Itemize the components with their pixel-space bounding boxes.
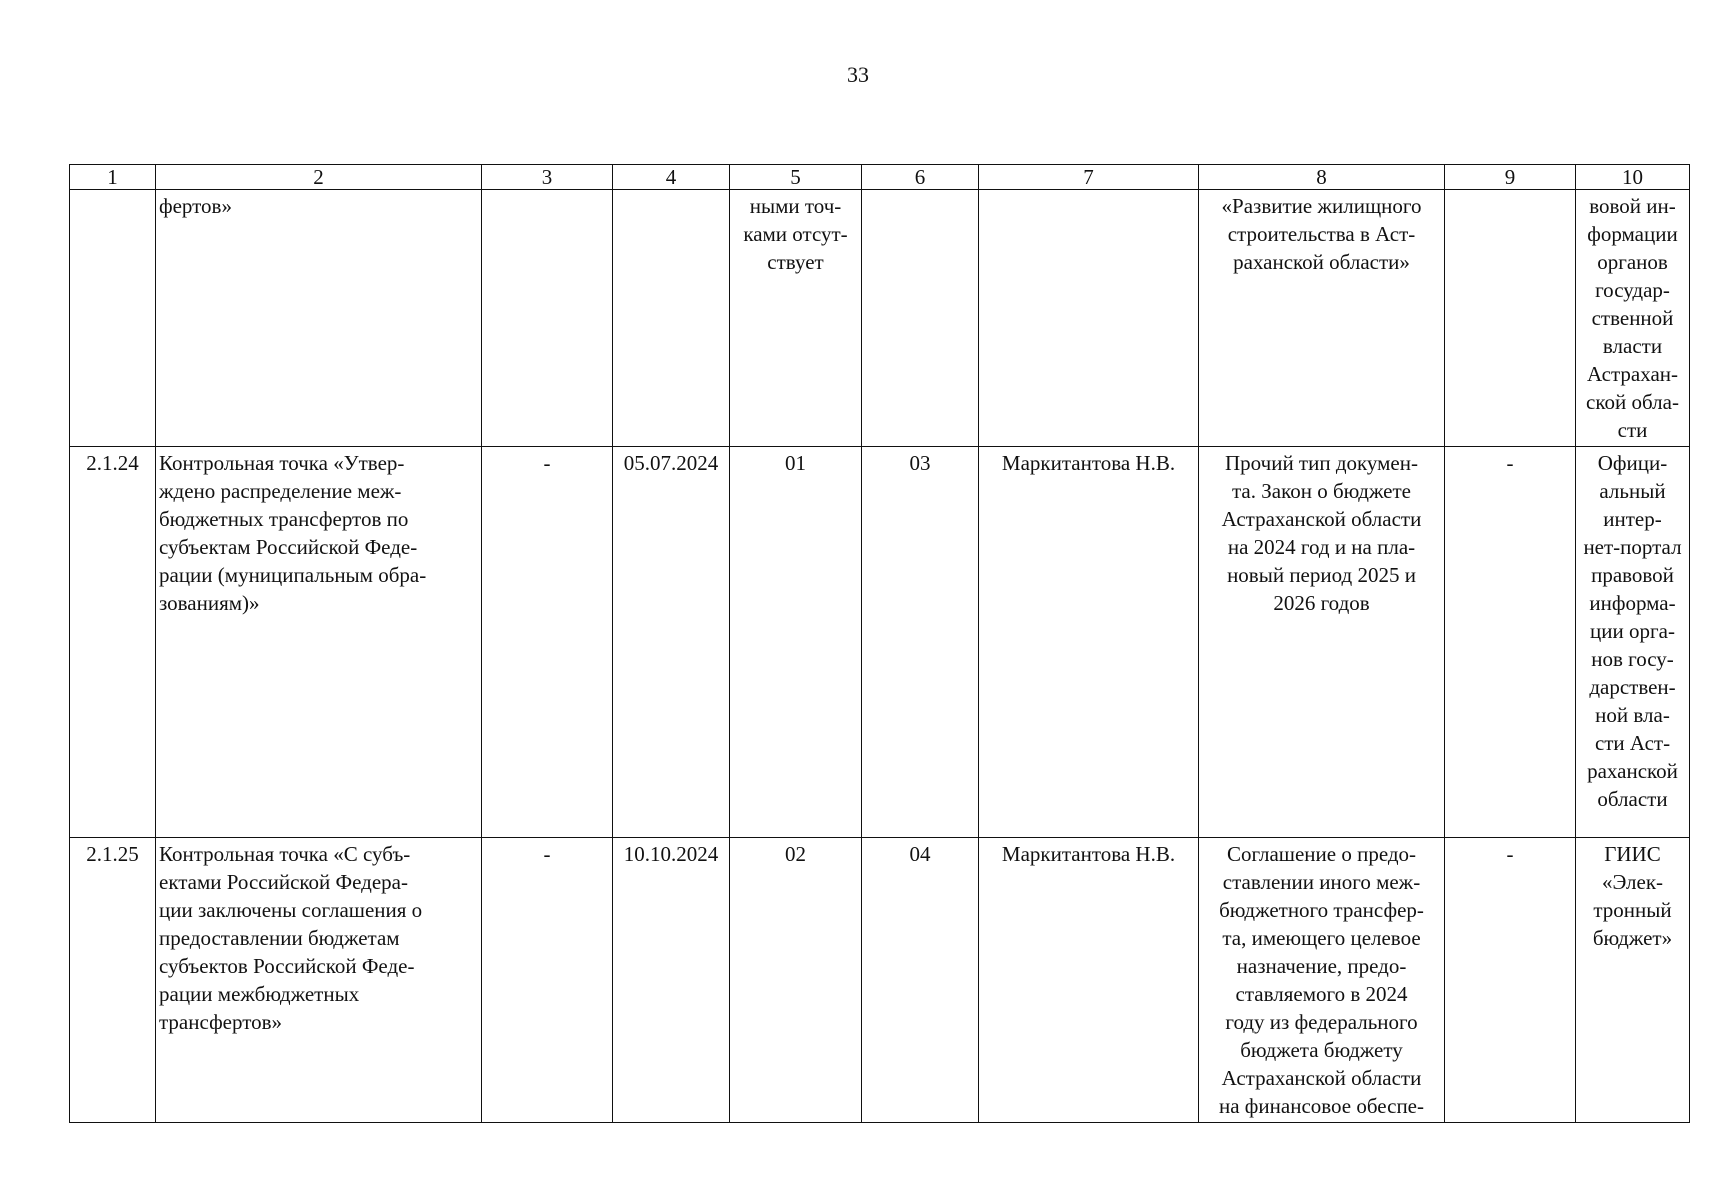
cell-text: 2.1.25 bbox=[86, 842, 139, 866]
table-cell bbox=[862, 447, 979, 838]
document-table bbox=[69, 164, 1690, 1123]
source-cell bbox=[1576, 190, 1690, 447]
date-cell bbox=[613, 190, 730, 447]
document-type-cell bbox=[1199, 190, 1445, 447]
responsible-cell bbox=[979, 190, 1199, 447]
table-cell bbox=[862, 838, 979, 1123]
table-cell bbox=[730, 447, 862, 838]
column-header: 4 bbox=[613, 165, 730, 190]
cell-text: - bbox=[1506, 451, 1514, 475]
cell-text: Маркитантова Н.В. bbox=[1001, 451, 1176, 475]
table-cell bbox=[1445, 190, 1576, 447]
cell-text: Прочий тип докумен- та. Закон о бюджете Астраханской области на 2024 год и на пла- новый период 2025 и 2026 годов bbox=[1221, 451, 1422, 615]
document-type-cell bbox=[1199, 447, 1445, 838]
document-type-cell bbox=[1199, 838, 1445, 1123]
cell-text: 01 bbox=[785, 451, 806, 475]
cell-text: - bbox=[1506, 842, 1514, 866]
cell-text: 10.10.2024 bbox=[623, 842, 719, 866]
table-cell bbox=[862, 190, 979, 447]
cell-text: Контрольная точка «С субъ- ектами Российской Федера- ции заключены соглашения о предоставлении бюджетам субъектов Российской Феде- рации межбюджетных трансфертов» bbox=[159, 842, 423, 1034]
cell-text: - bbox=[543, 842, 551, 866]
cell-text: Маркитантова Н.В. bbox=[1001, 842, 1176, 866]
table-cell bbox=[482, 190, 613, 447]
cell-text: 05.07.2024 bbox=[623, 451, 719, 475]
description-cell bbox=[156, 190, 482, 447]
column-header: 3 bbox=[482, 165, 613, 190]
responsible-cell bbox=[979, 447, 1199, 838]
cell-text: «Развитие жилищного строительства в Аст- раханской области» bbox=[1221, 194, 1422, 274]
table-row bbox=[70, 190, 1690, 447]
table-cell bbox=[730, 190, 862, 447]
column-header: 5 bbox=[730, 165, 862, 190]
cell-text: - bbox=[543, 451, 551, 475]
cell-text: Контрольная точка «Утвер- ждено распределение меж- бюджетных трансфертов по субъектам Российской Феде- рации (муниципальным обра- зованиям)» bbox=[159, 451, 427, 615]
header-row bbox=[70, 165, 1690, 190]
cell-text: Соглашение о предо- ставлении иного меж- бюджетного трансфер- та, имеющего целевое назначение, предо- ставляемого в 2024 году из федерального бюджета бюджету Астраханской области на финансовое обеспе- bbox=[1219, 842, 1424, 1118]
page-number: 33 bbox=[847, 62, 869, 87]
source-cell bbox=[1576, 838, 1690, 1123]
column-header: 10 bbox=[1576, 165, 1690, 190]
responsible-cell bbox=[979, 838, 1199, 1123]
row-number-cell bbox=[70, 838, 156, 1123]
table-cell bbox=[482, 838, 613, 1123]
cell-text: 03 bbox=[909, 451, 931, 475]
column-header: 7 bbox=[979, 165, 1199, 190]
table-cell bbox=[730, 838, 862, 1123]
cell-text: ными точ- ками отсут- ствует bbox=[743, 194, 848, 274]
table-cell bbox=[482, 447, 613, 838]
date-cell bbox=[613, 838, 730, 1123]
cell-text: Офици- альный интер- нет-портал правовой информа- ции орга- нов госу- дарствен- ной вла- сти Аст- раханской области bbox=[1583, 451, 1682, 811]
cell-text: 02 bbox=[785, 842, 806, 866]
description-cell bbox=[156, 838, 482, 1123]
column-header: 1 bbox=[70, 165, 156, 190]
table-row bbox=[70, 447, 1690, 838]
cell-text: 04 bbox=[909, 842, 931, 866]
cell-text: ГИИС «Элек- тронный бюджет» bbox=[1592, 842, 1673, 950]
table-cell bbox=[1445, 447, 1576, 838]
table-row bbox=[70, 838, 1690, 1123]
column-header: 2 bbox=[156, 165, 482, 190]
source-cell bbox=[1576, 447, 1690, 838]
cell-text: 2.1.24 bbox=[86, 451, 139, 475]
date-cell bbox=[613, 447, 730, 838]
column-header: 9 bbox=[1445, 165, 1576, 190]
cell-text: вовой ин- формации органов государ- ственной власти Астрахан- ской обла- сти bbox=[1586, 194, 1679, 442]
row-number-cell bbox=[70, 190, 156, 447]
row-number-cell bbox=[70, 447, 156, 838]
table-cell bbox=[1445, 838, 1576, 1123]
description-cell bbox=[156, 447, 482, 838]
cell-text: фертов» bbox=[159, 194, 232, 218]
column-header: 8 bbox=[1199, 165, 1445, 190]
column-header: 6 bbox=[862, 165, 979, 190]
